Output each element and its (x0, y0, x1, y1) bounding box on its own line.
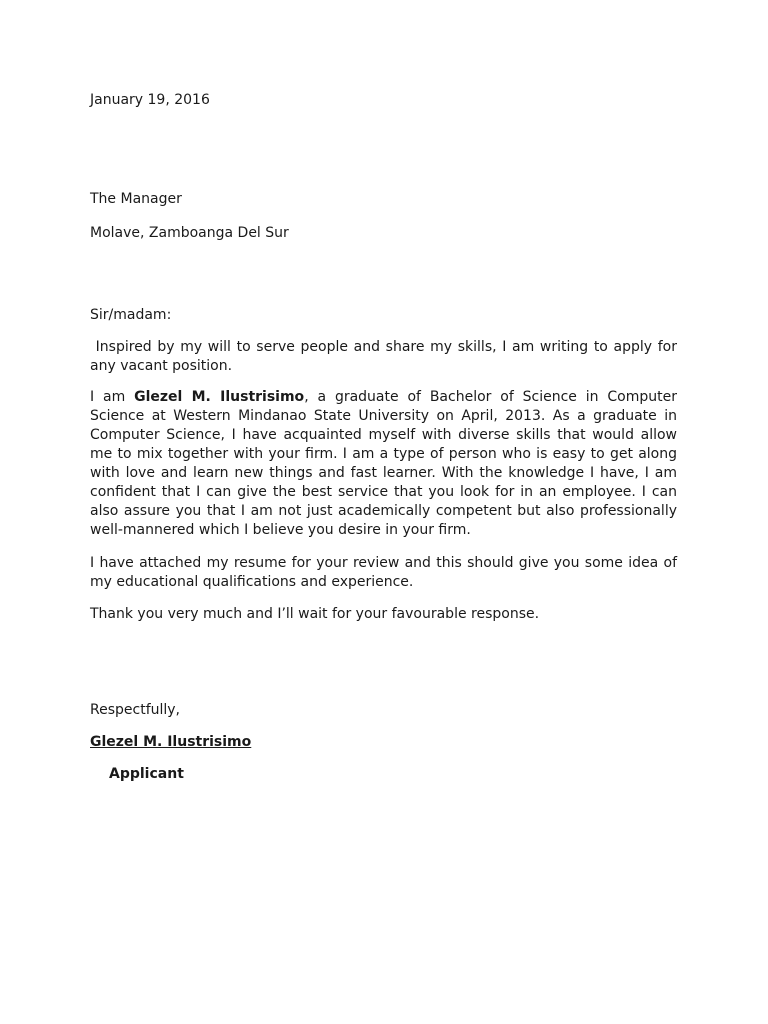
body-paragraph-intro: Inspired by my will to serve people and share my skills, I am writing to apply for any vacant position. (90, 339, 682, 374)
salutation: Sir/madam: (90, 307, 172, 323)
body-paragraph-qualifications (90, 388, 677, 540)
applicant-name-inline: Glezel M. Ilustrisimo (134, 389, 305, 405)
signature-name: Glezel M. Ilustrisimo (90, 734, 252, 750)
closing: Respectfully, (90, 702, 181, 718)
recipient-address: Molave, Zamboanga Del Sur (90, 225, 289, 241)
signature-role: Applicant (109, 766, 184, 782)
paragraph-rest: , a graduate of Bachelor of Science in Computer Science at Western Mindanao State University on April, 2013. As a graduate in Computer Science, I have acquainted myself with diverse skills that would allow me to mix together with your firm. I am a type of person who is easy to get along with love and learn new things and fast learner. With the knowledge I have, I am confident that I can give the best service that you look for in an employee. I can also assure you that I am not just academically competent but also professionally well-mannered which I believe you desire in your firm. (90, 389, 677, 538)
recipient-title: The Manager (90, 191, 182, 207)
body-paragraph-attachment: I have attached my resume for your review and this should give you some idea of my educational qualifications and experience. (90, 555, 677, 590)
paragraph-prefix: I am (90, 389, 135, 405)
body-paragraph-thanks: Thank you very much and I’ll wait for your favourable response. (90, 606, 540, 622)
letter-date: January 19, 2016 (90, 92, 210, 108)
